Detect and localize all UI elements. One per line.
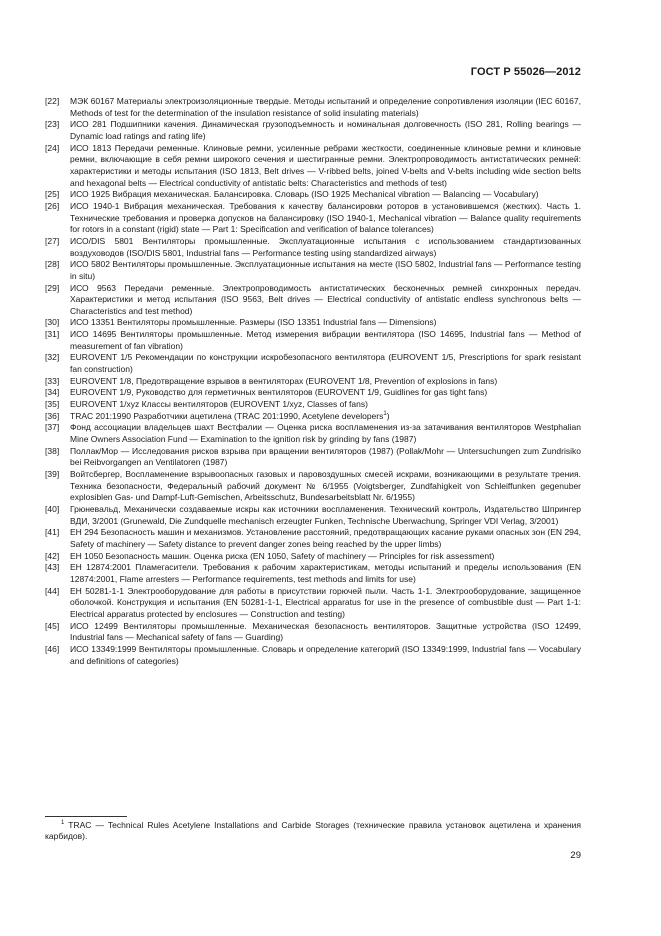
reference-number: [35] [45,399,60,410]
reference-text [70,352,581,375]
reference-number: [34] [45,387,60,398]
reference-item [45,189,581,201]
reference-item [45,329,581,352]
reference-number: [25] [45,189,60,200]
reference-item [45,317,581,329]
reference-body: ИСО 13351 Вентиляторы промышленные. Размеры (ISO 13351 Industrial fans — Dimensions) [70,317,437,328]
reference-number: [28] [45,259,60,270]
reference-text [70,411,581,423]
reference-body: ЕН 294 Безопасность машин и механизмов. Установление расстояний, предотвращающих касание руками опасных зон (EN 294, Safety of machinery — Safety distance to prevent danger zones being reached by the upper limbs) [70,527,581,549]
reference-item [45,586,581,621]
reference-text [70,189,581,201]
reference-body: Поллак/Мор — Исследования рисков взрыва при вращении вентиляторов (1987) (Pollak/Mohr — Untersuchungen zum Zundrisiko bei Reibvorgangen an Ventilatoren (1987) [70,445,581,468]
reference-text [70,527,581,550]
reference-item [45,422,581,445]
reference-text [70,422,581,445]
reference-tail: ) [386,410,390,421]
reference-item [45,259,581,282]
reference-text [70,446,581,469]
footnote-ref-marker: 1 [383,410,387,417]
reference-number: [38] [45,445,60,456]
reference-body: ИСО 1925 Вибрация механическая. Балансировка. Словарь (ISO 1925 Mechanical vibration — Balancing — Vocabulary) [70,189,539,200]
reference-body: ИСО 5802 Вентиляторы промышленные. Эксплуатационные испытания на месте (ISO 5802, Industrial fans — Performance testing in situ) [70,259,581,281]
reference-item [45,96,581,119]
reference-text [70,399,581,411]
reference-item [45,201,581,236]
reference-item [45,562,581,585]
reference-item [45,504,581,527]
reference-item [45,644,581,667]
reference-body: Фонд ассоциации владельцев шахт Вестфалии — Оценка риска воспламенения из-за затачивания вентиляторов Westphalian Mine Owners Association Fund — Examination to the ignition risk by grinding by fans (1987) [70,422,581,445]
reference-item [45,119,581,142]
reference-text [70,387,581,399]
reference-text [70,329,581,352]
reference-number: [31] [45,329,60,340]
reference-text [70,376,581,388]
reference-number: [26] [45,200,60,211]
reference-body: ЕН 50281-1-1 Электрооборудование для работы в присутствии горючей пыли. Часть 1-1. Электрооборудование, защищенное оболочкой. Конструкция и испытания (EN 50281-1-1, Electrical apparatus for use in the presence of combustible dust — Part 1-1: Electrical apparatus protected by enclosures — Construction and testing) [70,585,581,619]
reference-number: [22] [45,96,60,106]
reference-body: EUROVENT 1/8, Предотвращение взрывов в вентиляторах (EUROVENT 1/8, Prevention of explosions in fans) [70,375,498,386]
footnote-divider [45,816,127,817]
reference-number: [39] [45,469,60,479]
reference-text [70,317,581,329]
reference-text [70,283,581,318]
reference-number: [45] [45,620,60,631]
footnote-marker: 1 [61,820,65,826]
reference-number: [40] [45,503,60,514]
reference-item [45,283,581,318]
reference-number: [32] [45,352,60,363]
reference-number: [29] [45,282,60,293]
reference-number: [27] [45,235,60,246]
reference-body: TRAC 201:1990 Разработчики ацетилена (TRAC 201:1990, Acetylene developers [70,410,384,421]
reference-item [45,143,581,190]
reference-item [45,399,581,411]
reference-number: [44] [45,585,60,596]
page-number: 29 [570,850,581,861]
reference-text [70,504,581,527]
reference-item [45,469,581,504]
footnote [45,818,581,843]
reference-body: ИСО 9563 Передачи ременные. Электропроводимость антистатических бесконечных ремней синхронных передач. Характеристики и метод испытания (ISO 9563, Belt drives — Electrical conductivity of antistatic endless synchronous belts — Characteristics and test method) [70,282,581,316]
reference-number: [24] [45,142,60,153]
reference-text [70,586,581,621]
reference-body: Войтсбергер, Воспламенение взрывоопасных газовых и паровоздушных смесей искрами, возникающими в результате трения. Техника безопасности, Федеральный рабочий документ № 6/1955 (Voigtsberger, Zundfahigkeit von Schleiffunken gegenuber explosiblen Gas- und Dampf-Luft-Gemischen, Arbeitsschutz, Bundesarbeitsblatt Nr. 6/1955) [70,469,581,503]
reference-body: ИСО 1940-1 Вибрация механическая. Требования к качеству балансировки роторов в установившемся (жестких). Часть 1. Технические требования и проверка допусков на балансировку (ISO 1940-1, Mechanical vibration — Balance quality requirements for rotors in a constant (rigid) state — Part 1: Specification and verification of balance tolerances) [70,200,581,235]
reference-text [70,119,581,142]
reference-text [70,96,581,119]
reference-body: ЕН 1050 Безопасность машин. Оценка риска (EN 1050, Safety of machinery — Principles for risk assessment) [70,550,495,561]
reference-body: ИСО 281 Подшипники качения. Динамическая грузоподъемность и номинальная долговечность (ISO 281, Rolling bearings — Dynamic load ratings and rating life) [70,119,581,141]
reference-body: ИСО 1813 Передачи ременные. Клиновые ремни, усиленные ребрами жесткости, соединенные клиновые ремни и клиновые ремни, включающие в себя ремни широкого сечения и шестигранные ремни. Электропроводимость антистатических ремней: характеристики и методы испытания (ISO 1813, Belt drives — V-ribbed belts, joined V-belts and V-belts including wide section belts and hexagonal belts — Electrical conductivity of antistatic belts: Characteristics and methods of test) [70,142,581,188]
reference-number: [36] [45,410,60,421]
reference-item [45,387,581,399]
reference-item [45,551,581,563]
reference-number: [43] [45,562,60,573]
reference-text [70,644,581,667]
reference-list [45,96,581,667]
reference-number: [41] [45,527,60,538]
reference-item [45,446,581,469]
reference-body: EUROVENT 1/5 Рекомендации по конструкции искробезопасного вентилятора (EUROVENT 1/5, Prescriptions for spark resistant fan construction) [70,352,581,375]
reference-item [45,352,581,375]
reference-text [70,551,581,563]
reference-body: ИСО 12499 Вентиляторы промышленные. Механическая безопасность вентиляторов. Защитные устройства (ISO 12499, Industrial fans — Mechanical safety of fans — Guarding) [70,620,581,643]
reference-number: [46] [45,643,60,654]
reference-item [45,376,581,388]
reference-body: ЕН 12874:2001 Пламегасители. Требования к рабочим характеристикам, методы испытаний и пределы использования (EN 12874:2001, Flame arresters — Performance requirements, test methods and limits for use) [70,562,581,584]
reference-number: [33] [45,375,60,386]
reference-item [45,236,581,259]
reference-item [45,621,581,644]
reference-body: ИСО/DIS 5801 Вентиляторы промышленные. Эксплуатационные испытания с использованием стандартизованных воздуховодов (ISO/DIS 5801, Industrial fans — Performance testing using standardized airways) [70,235,581,258]
reference-number: [42] [45,550,60,561]
reference-text [70,236,581,259]
reference-text [70,562,581,585]
footnote-text: TRAC — Technical Rules Acetylene Installations and Carbide Storages (технические правила установок ацетилена и хранения карбидов). [45,819,581,842]
reference-number: [37] [45,422,60,433]
reference-body: EUROVENT 1/9, Руководство для герметичных вентиляторов (EUROVENT 1/9, Guidlines for gas tight fans) [70,387,488,398]
reference-text [70,201,581,236]
document-header: ГОСТ Р 55026—2012 [470,66,581,78]
reference-body: EUROVENT 1/xyz Классы вентиляторов (EUROVENT 1/xyz, Classes of fans) [70,399,368,410]
reference-text [70,621,581,644]
reference-text [70,259,581,282]
reference-body: ИСО 14695 Вентиляторы промышленные. Метод измерения вибрации вентилятора (ISO 14695, Industrial fans — Method of measurement of fan vibration) [70,329,581,351]
reference-body: ИСО 13349:1999 Вентиляторы промышленные. Словарь и определение категорий (ISO 13349:1999, Industrial fans — Vocabulary and definitions of categories) [70,643,581,666]
reference-body: Грюневальд, Механически создаваемые искры как источники воспламенения. Технический контроль, Издательство Шпрингер ВДИ, 3/2001 (Grunewald, Die Zundquelle mechanisch erzeugter Funken, Technische Uberwachung, Springer VDI Verlag, 3/2001) [70,503,581,526]
reference-number: [30] [45,317,60,328]
reference-number: [23] [45,119,60,130]
reference-item [45,527,581,550]
reference-text [70,143,581,190]
reference-item [45,411,581,423]
reference-body: МЭК 60167 Материалы электроизоляционные твердые. Методы испытаний и определение сопротивления изоляции (IEC 60167, Methods of test for the determination of the insulation resistance of solid insulating materials) [70,96,581,118]
reference-text [70,469,581,504]
